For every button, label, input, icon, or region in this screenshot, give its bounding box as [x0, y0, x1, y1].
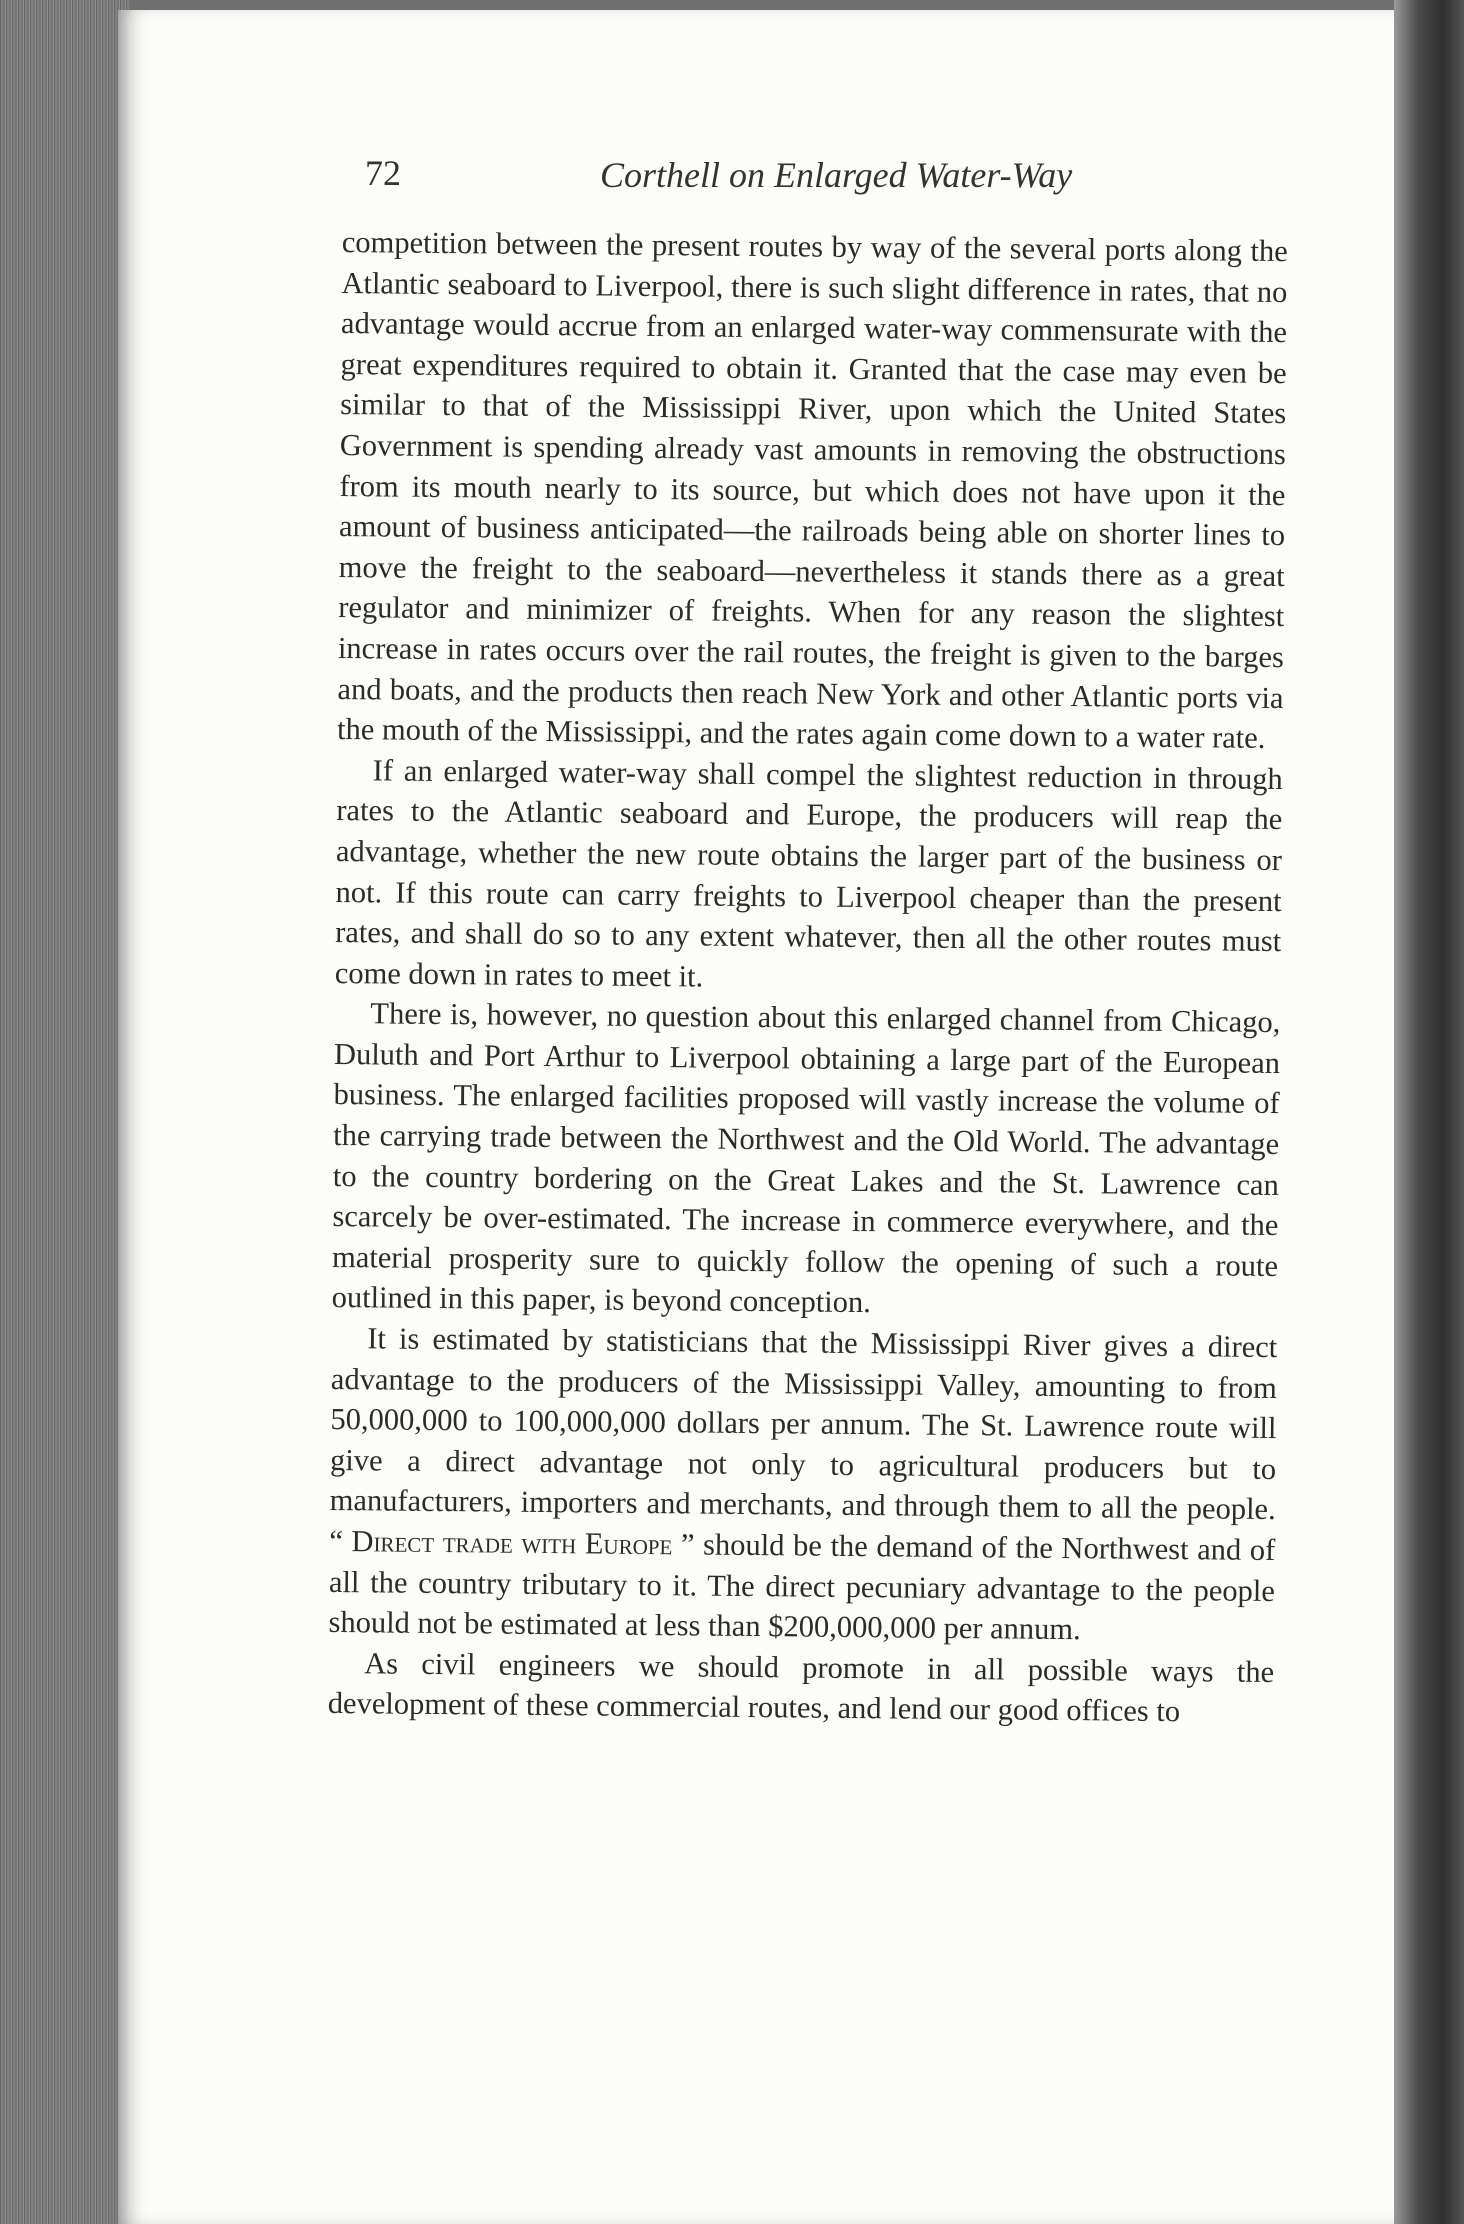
paragraph-5: As civil engineers we should promote in all possible ways the development of these commercial routes, and lend our good offices to [327, 1646, 1275, 1729]
paragraph-2: If an enlarged water-way shall compel the slightest reduction in through rates to the Atlantic seaboard and Europe, the producers will reap the advantage, whether the new route obtains the larger part of the business or not. If this route can carry freights to Liverpool cheaper than the present rates, and shall do so to any extent whatever, then all the other routes must come down in rates to meet it. [334, 753, 1283, 994]
paragraph-4-text-before: It is estimated by statisticians that the Mississippi River gives a direct advantage to the producers of the Mississippi Valley, amounting to from 50,000,000 to 100,000,000 dollars per annum. The St. Lawrence route will give a direct advantage not only to agricultural producers but to manufacturers, importers and merchants, and through them to all the people. “ [329, 1321, 1278, 1559]
page-header [365, 152, 1115, 212]
paragraph-3: There is, however, no question about this enlarged channel from Chicago, Duluth and Port Arthur to Liverpool obtaining a large part of the European business. The enlarged facilities proposed will vastly increase the volume of the carrying trade between the Northwest and the Old World. The advantage to the country bordering on the Great Lakes and the St. Lawrence can scarcely be over-estimated. The increase in commerce everywhere, and the material prosperity sure to quickly follow the opening of such a route outlined in this paper, is beyond conception. [331, 996, 1281, 1320]
paragraph-1: competition between the present routes by way of the several ports along the Atlantic seaboard to Liverpool, there is such slight difference in rates, that no advantage would accrue from an enlarged water-way commensurate with the great expenditures required to obtain it. Granted that the case may even be similar to that of the Mississippi River, upon which the United States Government is spending already vast amounts in removing the obstructions from its mouth nearly to its source, but which does not have upon it the amount of business anticipated—the railroads being able on shorter lines to move the freight to the seaboard—nevertheless it stands there as a great regulator and minimizer of freights. When for any reason the slightest increase in rates occurs over the rail routes, the freight is given to the barges and boats, and the products then reach New York and other Atlantic ports via the mouth of the Mississippi, and the rates again come down to a water rate. [336, 224, 1288, 756]
running-title: Corthell on Enlarged Water-Way [600, 155, 1073, 195]
paragraph-4-text-after: ” should be the demand of the Northwest and of all the country tributary to it. The direct pecuniary advantage to the people should not be estimated at less than $200,000,000 per annum. [328, 1527, 1276, 1647]
paragraph-4 [328, 1318, 1277, 1652]
page-number: 72 [365, 153, 401, 193]
direct-trade-phrase: Direct trade with Europe [351, 1524, 673, 1562]
book-page-edges-left [0, 0, 130, 2224]
body-text [323, 222, 1288, 2201]
book-binding-right [1394, 0, 1464, 2224]
